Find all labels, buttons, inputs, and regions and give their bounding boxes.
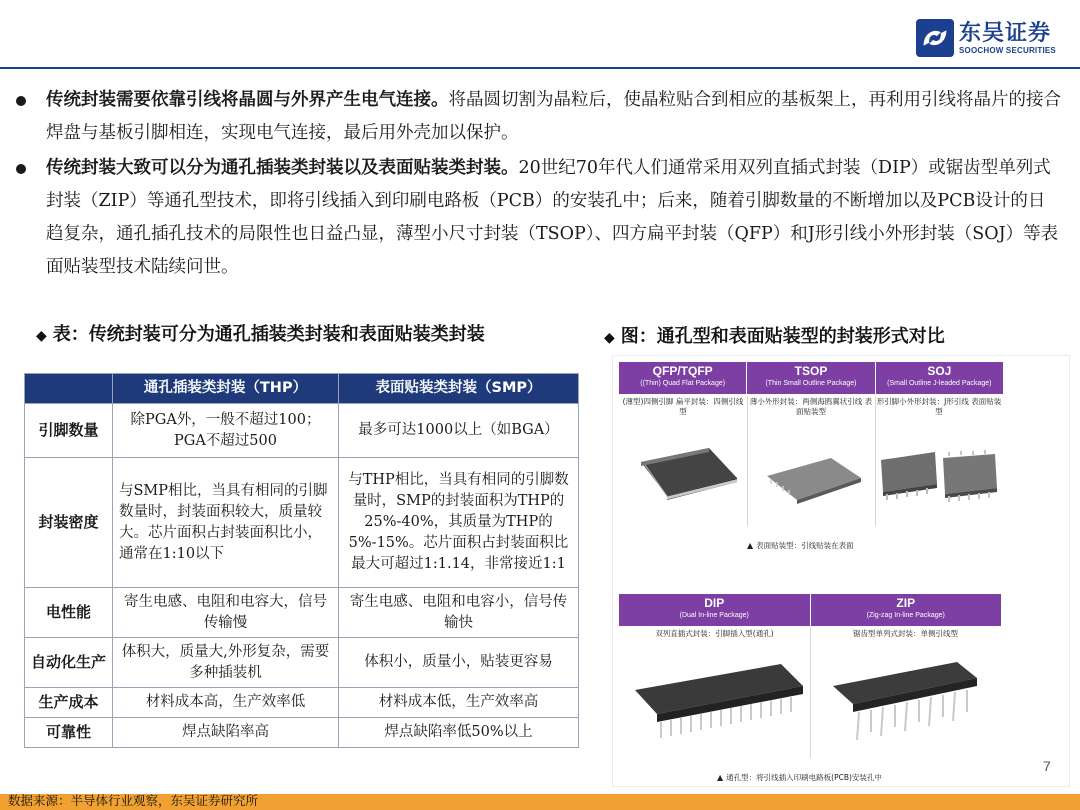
package-name: ZIP bbox=[896, 596, 916, 610]
diamond-icon: ◆ bbox=[36, 328, 47, 344]
zip-chip-image bbox=[827, 656, 987, 756]
thp-cell: 寄生电感、电阻和电容大，信号传输慢 bbox=[113, 588, 339, 638]
triangle-icon: ▲ bbox=[717, 773, 724, 782]
soochow-logo-icon bbox=[916, 19, 954, 57]
tsop-chip-image bbox=[761, 446, 867, 510]
bullet-body-text: 将晶圆切割为晶粒后，使晶粒贴合到相应的基板架上，再利用引线将晶片的接合焊盘与基板引脚相连，实现电气连接，最后用外壳加以保护。 bbox=[46, 90, 1061, 143]
package-description: 双列直插式封装：引脚插入型(通孔) bbox=[655, 629, 774, 638]
tht-caption-text: 通孔型：将引线插入印刷电路板(PCB)安装孔中 bbox=[726, 773, 882, 782]
smp-cell: 体积小，质量小，贴装更容易 bbox=[339, 638, 579, 688]
table-row bbox=[25, 458, 579, 588]
diamond-icon: ◆ bbox=[604, 330, 615, 346]
figure-title-text: 图：通孔型和表面贴装型的封装形式对比 bbox=[620, 326, 945, 347]
package-name: DIP bbox=[704, 596, 725, 610]
smt-header-band bbox=[619, 362, 1003, 394]
tht-header-band bbox=[619, 594, 1001, 626]
package-description: (薄型)四侧引脚 扁平封装：四侧引线型 bbox=[622, 397, 744, 416]
package-header-dip bbox=[619, 594, 811, 626]
triangle-icon: ▲ bbox=[747, 541, 754, 550]
tht-caption bbox=[717, 772, 882, 783]
package-name: QFP/TQFP bbox=[652, 364, 713, 378]
bullet-bold-text: 传统封装大致可以分为通孔插装类封装以及表面贴装类封装。 bbox=[46, 158, 519, 178]
package-name: TSOP bbox=[794, 364, 828, 378]
thp-cell: 除PGA外，一般不超过100；PGA不超过500 bbox=[113, 404, 339, 458]
thp-cell: 材料成本高，生产效率低 bbox=[113, 688, 339, 718]
package-english-name: ((Thin) Quad Flat Package) bbox=[640, 380, 726, 387]
smt-description-row bbox=[619, 394, 1003, 417]
package-english-name: (Zig-zag In-line Package) bbox=[866, 612, 945, 619]
thp-cell: 体积大，质量大,外形复杂，需要多种插装机 bbox=[113, 638, 339, 688]
package-header-qfp bbox=[619, 362, 747, 394]
table-row bbox=[25, 688, 579, 718]
qfp-chip-image bbox=[633, 438, 743, 508]
table-row bbox=[25, 404, 579, 458]
column-header-smp: 表面贴装类封装（SMP） bbox=[339, 374, 579, 404]
column-header-thp: 通孔插装类封装（THP） bbox=[113, 374, 339, 404]
table-row bbox=[25, 588, 579, 638]
bullet-dot-icon bbox=[16, 96, 26, 106]
table-row bbox=[25, 718, 579, 748]
thp-cell: 焊点缺陷率高 bbox=[113, 718, 339, 748]
bullet-item bbox=[12, 152, 1062, 284]
comparison-table bbox=[24, 373, 579, 748]
bullet-dot-icon bbox=[16, 164, 26, 174]
smp-cell: 与THP相比，当具有相同的引脚数量时，SMP的封装面积为THP的25%-40%，其质量为THP的5%-15%。芯片面积占封装面积比最大可超过1:1.14，非常接近1:1 bbox=[339, 458, 579, 588]
bullet-bold-text: 传统封装需要依靠引线将晶圆与外界产生电气连接。 bbox=[46, 90, 449, 110]
smp-cell: 材料成本低，生产效率高 bbox=[339, 688, 579, 718]
row-label: 封装密度 bbox=[25, 458, 113, 588]
row-label: 引脚数量 bbox=[25, 404, 113, 458]
row-label: 可靠性 bbox=[25, 718, 113, 748]
package-description: 锯齿型单列式封装：单侧引线型 bbox=[853, 629, 958, 638]
package-header-zip bbox=[811, 594, 1002, 626]
package-comparison-figure bbox=[612, 355, 1070, 787]
package-header-soj bbox=[876, 362, 1003, 394]
header-divider bbox=[0, 67, 1080, 69]
package-description: 薄小外形封装：两侧海鸥翼状引线 表面贴装型 bbox=[749, 397, 873, 416]
row-label: 电性能 bbox=[25, 588, 113, 638]
row-label: 生产成本 bbox=[25, 688, 113, 718]
package-english-name: (Dual In-line Package) bbox=[679, 612, 749, 619]
bullet-list bbox=[12, 84, 1062, 286]
table-title-text: 表：传统封装可分为通孔插装类封装和表面贴装类封装 bbox=[52, 324, 485, 345]
smp-cell: 最多可达1000以上（如BGA） bbox=[339, 404, 579, 458]
table-header-row bbox=[25, 374, 579, 404]
package-header-tsop bbox=[747, 362, 875, 394]
logo-chinese-text: 东吴证券 bbox=[959, 20, 1052, 46]
bullet-body-text: 20世纪70年代人们通常采用双列直插式封装（DIP）或锯齿型单列式封装（ZIP）等通孔型技术，即将引线插入到印刷电路板（PCB）的安装孔中；后来，随着引脚数量的不断增加以及PCB设计的日趋复杂，通孔插孔技术的局限性也日益凸显，薄型小尺寸封装（TSOP）、四方扁平封装（QFP）和J形引线小外形封装（SOJ）等表面贴装型技术陆续问世。 bbox=[46, 158, 1059, 277]
bullet-item bbox=[12, 84, 1062, 150]
dip-chip-image bbox=[631, 656, 807, 756]
package-name: SOJ bbox=[927, 364, 952, 378]
package-description: 形引脚小外形封装：J形引线 表面贴装型 bbox=[876, 397, 1002, 416]
package-english-name: (Thin Small Outline Package) bbox=[765, 380, 857, 387]
column-divider bbox=[875, 396, 876, 526]
column-divider bbox=[810, 628, 811, 758]
page-number: 7 bbox=[1043, 758, 1051, 774]
thp-cell: 与SMP相比，当具有相同的引脚数量时，封装面积较大，质量较大。芯片面积占封装面积比小，通常在1:10以下 bbox=[113, 458, 339, 588]
smt-caption bbox=[747, 540, 854, 551]
data-source: 数据来源：半导体行业观察，东吴证券研究所 bbox=[8, 793, 259, 808]
package-english-name: (Small Outline J-leaded Package) bbox=[887, 380, 992, 387]
figure-title bbox=[604, 322, 945, 348]
smp-cell: 寄生电感、电阻和电容小，信号传输快 bbox=[339, 588, 579, 638]
logo-english-text: SOOCHOW SECURITIES bbox=[959, 45, 1056, 55]
table-title bbox=[36, 320, 485, 346]
smt-caption-text: 表面贴装型：引线贴装在表面 bbox=[756, 541, 854, 550]
soj-chip-image bbox=[877, 450, 1001, 510]
company-logo bbox=[916, 18, 1066, 58]
smp-cell: 焊点缺陷率低50%以上 bbox=[339, 718, 579, 748]
row-label: 自动化生产 bbox=[25, 638, 113, 688]
table-corner-cell bbox=[25, 374, 113, 404]
table-row bbox=[25, 638, 579, 688]
column-divider bbox=[747, 396, 748, 526]
